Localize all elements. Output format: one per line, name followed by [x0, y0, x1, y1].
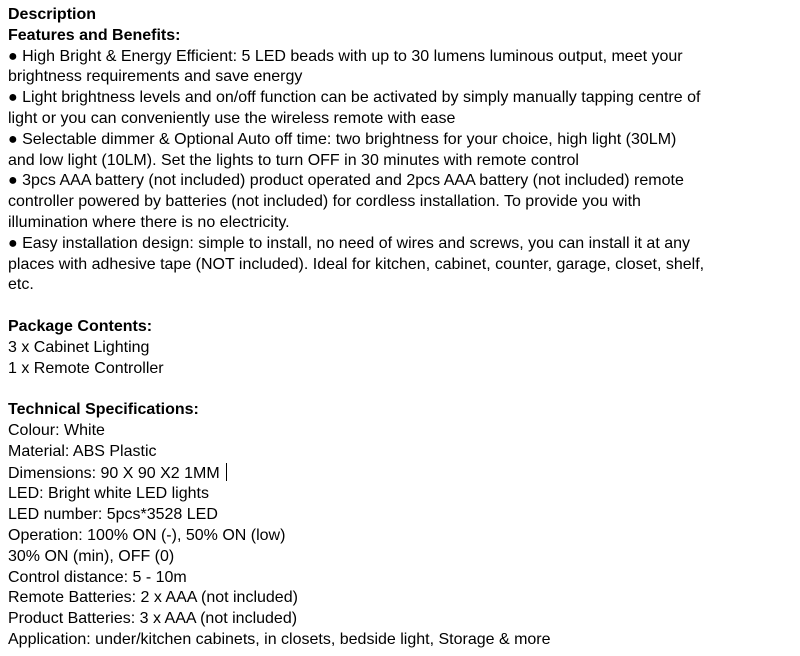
feature-line: places with adhesive tape (NOT included). Ideal for kitchen, cabinet, counter, garage, closet, shelf,	[8, 255, 705, 273]
spec-dimensions-text: Dimensions: 90 X 90 X2 1MM	[8, 464, 220, 482]
spec-line: Application: under/kitchen cabinets, in closets, bedside light, Storage & more	[8, 630, 551, 648]
feature-line: etc.	[8, 276, 34, 294]
specs-heading: Technical Specifications:	[8, 401, 199, 419]
feature-line: ● High Bright & Energy Efficient: 5 LED beads with up to 30 lumens luminous output, meet your	[8, 47, 683, 65]
features-heading: Features and Benefits:	[8, 26, 181, 44]
spec-line: 30% ON (min), OFF (0)	[8, 547, 175, 565]
feature-line: illumination where there is no electricity.	[8, 213, 290, 231]
feature-line: brightness requirements and save energy	[8, 68, 303, 86]
feature-line: and low light (10LM). Set the lights to turn OFF in 30 minutes with remote control	[8, 151, 579, 169]
feature-line: ● Selectable dimmer & Optional Auto off time: two brightness for your choice, high light (30LM)	[8, 130, 677, 148]
feature-item	[8, 130, 800, 172]
feature-line: controller powered by batteries (not included) for cordless installation. To provide you with	[8, 193, 641, 211]
spec-line: Operation: 100% ON (-), 50% ON (low)	[8, 526, 286, 544]
spec-line-dimensions	[8, 463, 800, 485]
spec-line: LED number: 5pcs*3528 LED	[8, 506, 218, 524]
spec-line: Product Batteries: 3 x AAA (not included)	[8, 610, 298, 628]
spec-line: Material: ABS Plastic	[8, 442, 157, 460]
section-spacer	[8, 379, 800, 400]
section-spacer	[8, 296, 800, 317]
description-heading: Description	[8, 6, 97, 23]
package-item: 1 x Remote Controller	[8, 359, 164, 377]
spec-line: Colour: White	[8, 421, 105, 439]
package-heading: Package Contents:	[8, 317, 153, 335]
feature-line: ● 3pcs AAA battery (not included) product operated and 2pcs AAA battery (not included) remote	[8, 172, 684, 190]
feature-line: ● Easy installation design: simple to install, no need of wires and screws, you can install it at any	[8, 234, 691, 252]
package-item: 3 x Cabinet Lighting	[8, 338, 150, 356]
spec-line: LED: Bright white LED lights	[8, 485, 209, 503]
feature-item	[8, 47, 800, 89]
feature-line: light or you can conveniently use the wireless remote with ease	[8, 109, 456, 127]
spec-line: Control distance: 5 - 10m	[8, 568, 187, 586]
feature-line: ● Light brightness levels and on/off function can be activated by simply manually tapping centre of	[8, 89, 701, 107]
feature-item	[8, 171, 800, 233]
spec-line: Remote Batteries: 2 x AAA (not included)	[8, 589, 298, 607]
feature-item	[8, 88, 800, 130]
text-cursor	[226, 463, 227, 481]
feature-item	[8, 234, 800, 296]
